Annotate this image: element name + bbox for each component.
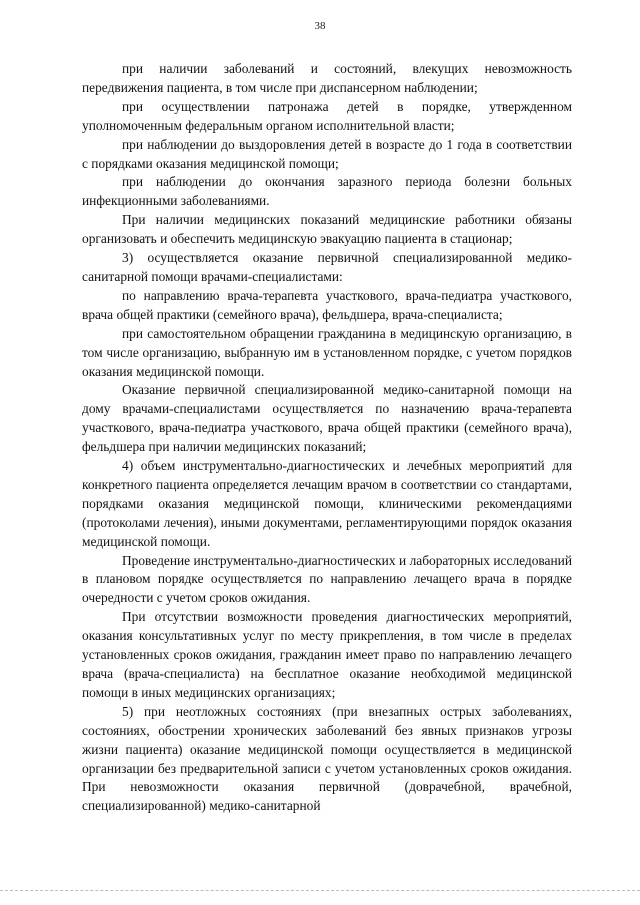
paragraph-4: при наблюдении до окончания заразного периода болезни больных инфекционными заболеваниями. [82,174,572,209]
paragraph-13: 5) при неотложных состояниях (при внезапных острых заболеваниях, состояниях, обострении хронических заболеваний без явных признаков угрозы жизни пациента) оказание медицинской помощи осуществляется в медицинской организации без предварительной записи с учетом установленных сроков ожидания. При невозможности оказания первичной (доврачебной, врачебной, специализированной) медико-санитарной [82,703,572,814]
paragraph-11: Проведение инструментально-диагностических и лабораторных исследований в плановом порядке осуществляется по направлению лечащего врача в порядке очередности с учетом сроков ожидания. [82,552,572,606]
paragraph-9: Оказание первичной специализированной медико-санитарной помощи на дому врачами-специалистами осуществляется по назначению врача-терапевта участкового, врача-педиатра участкового, врача общей практики (семейного врача), фельдшера при наличии медицинских показаний; [82,382,572,455]
paragraph-10: 4) объем инструментально-диагностических и лечебных мероприятий для конкретного пациента определяется лечащим врачом в соответствии со стандартами, порядками оказания медицинской помощи, клиническими рекомендациями (протоколами лечения), иными документами, регламентирующими порядок оказания медицинской помощи. [82,458,572,549]
paragraph-7: по направлению врача-терапевта участкового, врача-педиатра участкового, врача общей практики (семейного врача), фельдшера, врача-специалиста; [82,287,572,322]
document-body [82,60,572,816]
paragraph-3: при наблюдении до выздоровления детей в возрасте до 1 года в соответствии с порядками оказания медицинской помощи; [82,136,572,171]
paragraph-6: 3) осуществляется оказание первичной специализированной медико-санитарной помощи врачами-специалистами: [82,250,572,284]
paragraph-12: При отсутствии возможности проведения диагностических мероприятий, оказания консультативных услуг по месту прикрепления, в том числе в пределах установленных сроков ожидания, гражданин имеет право по направлению лечащего врача (врача-специалиста) на бесплатное оказание необходимой медицинской помощи в иных медицинских организациях; [82,609,572,700]
page-number: 38 [314,20,326,32]
scan-edge-line [0,890,640,891]
paragraph-1: при наличии заболеваний и состояний, влекущих невозможность передвижения пациента, в том числе при диспансерном наблюдении; [82,61,572,95]
paragraph-8: при самостоятельном обращении гражданина в медицинскую организацию, в том числе организацию, выбранную им в установленном порядке, с учетом порядков оказания медицинской помощи. [82,325,572,379]
paragraph-5: При наличии медицинских показаний медицинские работники обязаны организовать и обеспечить медицинскую эвакуацию пациента в стационар; [82,212,572,247]
paragraph-2: при осуществлении патронажа детей в порядке, утвержденном уполномоченным федеральным органом исполнительной власти; [82,98,572,133]
